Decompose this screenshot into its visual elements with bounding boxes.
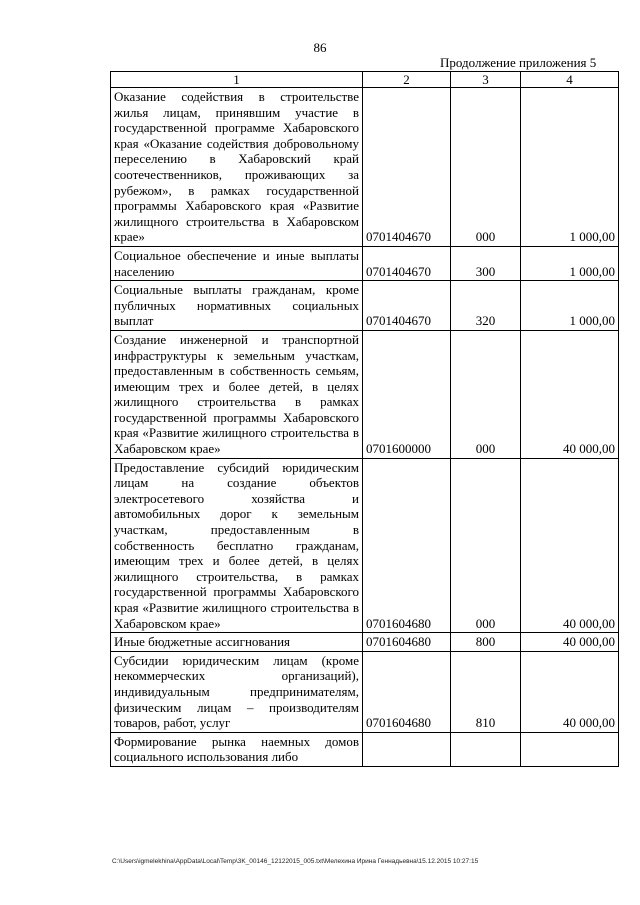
row-code: 0701600000: [363, 330, 451, 458]
row-type: 000: [451, 330, 521, 458]
row-amount: 1 000,00: [521, 281, 619, 331]
row-code: 0701604680: [363, 651, 451, 732]
header-cell-1: 1: [111, 72, 363, 88]
row-amount: 40 000,00: [521, 330, 619, 458]
row-amount: 40 000,00: [521, 458, 619, 633]
row-name: Создание инженерной и транспортной инфраструктуры к земельным участкам, предоставленным в собственность семьям, имеющим трех и более детей, в целях жилищного строительства в рамках государственной программы Хабаровского края «Развитие жилищного строительства в Хабаровском крае»: [111, 330, 363, 458]
row-code: 0701404670: [363, 281, 451, 331]
table-header-row: [111, 72, 619, 88]
appendix-continuation-label: Продолжение приложения 5: [440, 55, 597, 70]
row-type: 800: [451, 633, 521, 652]
row-name: Социальное обеспечение и иные выплаты населению: [111, 246, 363, 280]
file-path-footer: C:\Users\igmelekhina\AppData\Local\Temp\3K_00146_12122015_005.txt\Мелехина Ирина Геннадьевна\15.12.2015 10:27:15: [112, 858, 479, 865]
table-row: [111, 732, 619, 766]
row-code: 0701404670: [363, 88, 451, 247]
table-row: [111, 633, 619, 652]
row-name: Формирование рынка наемных домов социального использования либо: [111, 732, 363, 766]
header-cell-4: 4: [521, 72, 619, 88]
page-number: 86: [313, 40, 327, 55]
table-row: [111, 246, 619, 280]
row-code: [363, 732, 451, 766]
row-amount: 1 000,00: [521, 246, 619, 280]
row-type: 300: [451, 246, 521, 280]
header-cell-3: 3: [451, 72, 521, 88]
row-type: 000: [451, 458, 521, 633]
row-code: 0701604680: [363, 633, 451, 652]
row-name: Предоставление субсидий юридическим лицам на создание объектов электросетевого хозяйства и автомобильных дорог к земельным участкам, предоставленным в собственность бесплатно гражданам, имеющим трех и более детей, в целях жилищного строительства, в рамках государственной программы Хабаровского края «Развитие жилищного строительства в Хабаровском крае»: [111, 458, 363, 633]
row-name: Субсидии юридическим лицам (кроме некоммерческих организаций), индивидуальным предпринимателям, физическим лицам – производителям товаров, работ, услуг: [111, 651, 363, 732]
row-amount: [521, 732, 619, 766]
row-type: 320: [451, 281, 521, 331]
table-row: [111, 281, 619, 331]
row-code: 0701404670: [363, 246, 451, 280]
row-amount: 40 000,00: [521, 651, 619, 732]
row-type: 810: [451, 651, 521, 732]
row-name: Иные бюджетные ассигнования: [111, 633, 363, 652]
row-amount: 1 000,00: [521, 88, 619, 247]
table-row: [111, 651, 619, 732]
row-code: 0701604680: [363, 458, 451, 633]
row-name: Социальные выплаты гражданам, кроме публичных нормативных социальных выплат: [111, 281, 363, 331]
table-row: [111, 458, 619, 633]
row-name: Оказание содействия в строительстве жилья лицам, принявшим участие в государственной программе Хабаровского края «Оказание содействия добровольному переселению в Хабаровский край соотечественников, проживающих за рубежом», в рамках государственной программы Хабаровского края «Развитие жилищного строительства в Хабаровском крае»: [111, 88, 363, 247]
budget-table: [110, 71, 619, 767]
row-type: [451, 732, 521, 766]
table-row: [111, 330, 619, 458]
header-cell-2: 2: [363, 72, 451, 88]
table-row: [111, 88, 619, 247]
row-amount: 40 000,00: [521, 633, 619, 652]
row-type: 000: [451, 88, 521, 247]
